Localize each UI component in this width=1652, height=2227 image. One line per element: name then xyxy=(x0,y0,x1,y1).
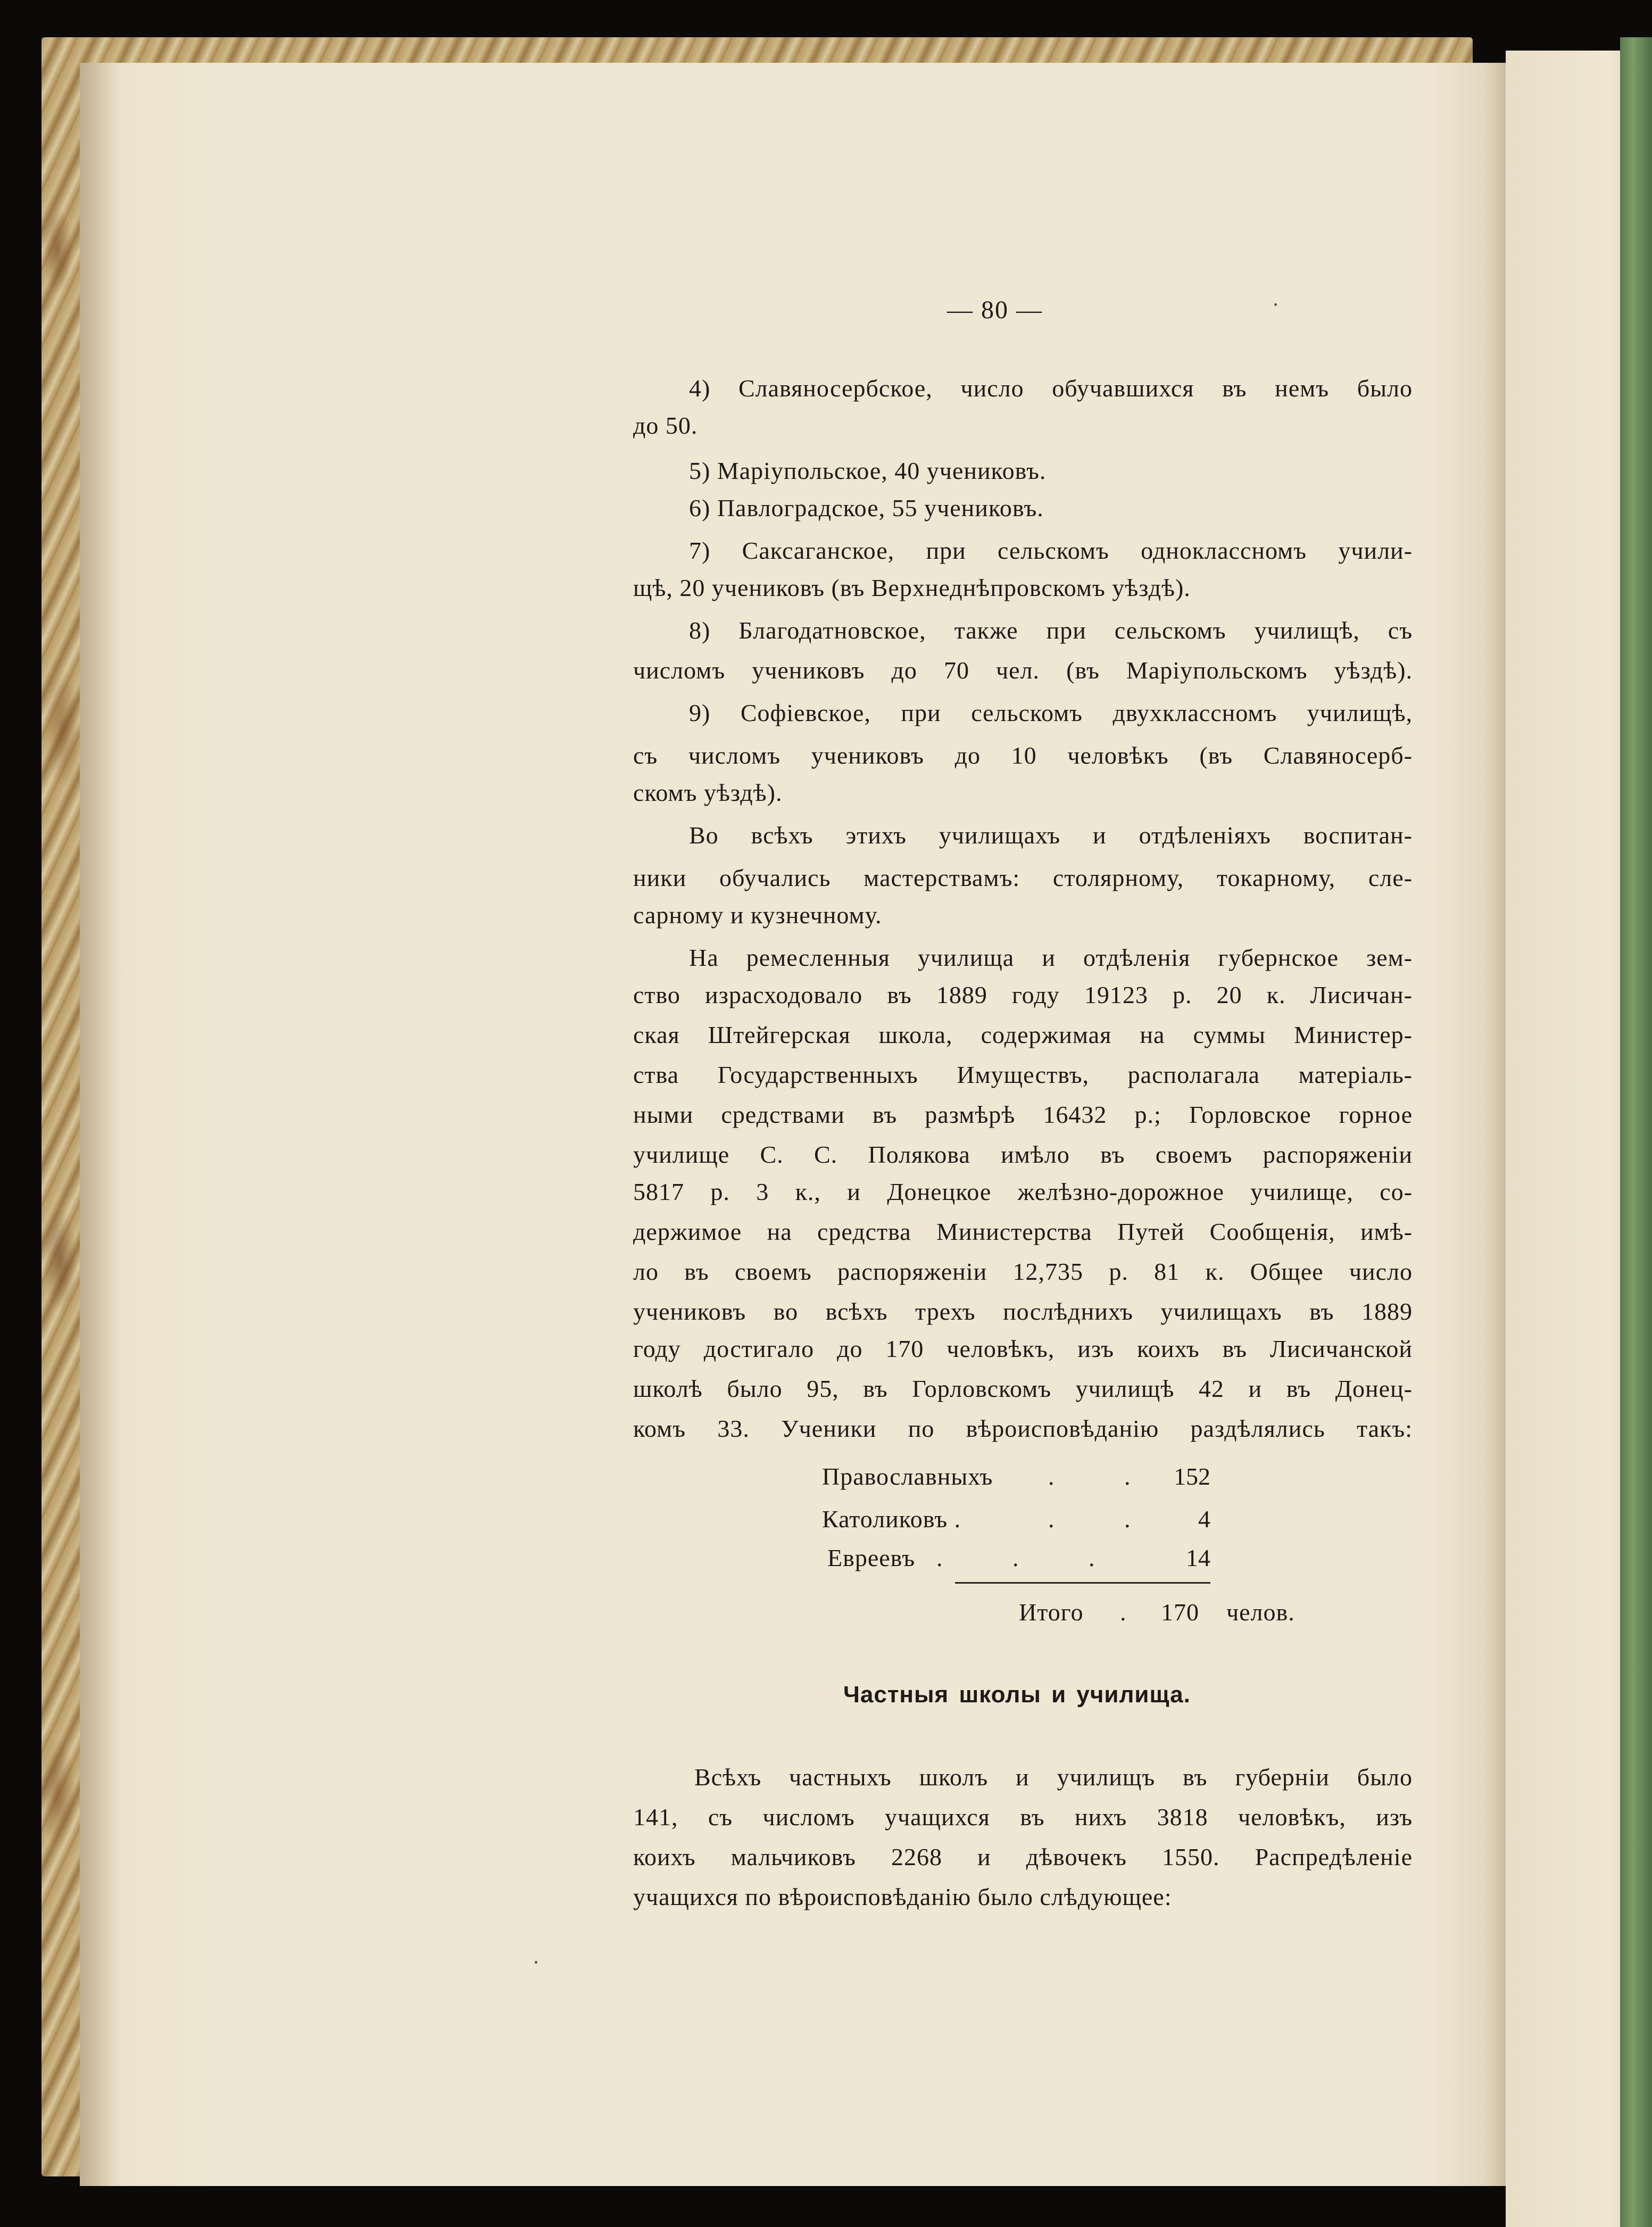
table-row-label: Православныхъ xyxy=(822,1463,993,1490)
text-line: 5) Маріупольское, 40 учениковъ. xyxy=(689,457,1047,484)
text-line: 6) Павлоградское, 55 учениковъ. xyxy=(689,494,1044,521)
text-line: съ числомъ учениковъ до 10 человѣкъ (въ Славяносерб- xyxy=(633,742,1413,769)
paper-speck xyxy=(535,1961,537,1964)
text-line: ными средствами въ размѣрѣ 16432 р.; Горловское горное xyxy=(633,1101,1413,1128)
text-line: училище С. С. Полякова имѣло въ своемъ распоряженіи xyxy=(633,1141,1413,1168)
section-heading: Частныя школы и училища. xyxy=(843,1682,1191,1708)
text-line: 7) Саксаганское, при сельскомъ одноклассномъ учили- xyxy=(689,537,1413,564)
paper-speck xyxy=(1274,303,1277,306)
page-number: — 80 — xyxy=(947,296,1043,324)
text-line: щѣ, 20 учениковъ (въ Верхнеднѣпровскомъ уѣздѣ). xyxy=(633,574,1191,601)
table-row-dots: . . xyxy=(1048,1505,1163,1533)
text-line: до 50. xyxy=(633,412,698,439)
text-line: коихъ мальчиковъ 2268 и дѣвочекъ 1550. Распредѣленіе xyxy=(633,1843,1413,1870)
table-total-value: 170 xyxy=(1161,1599,1199,1626)
text-line: учащихся по вѣроисповѣданію было слѣдующее: xyxy=(633,1883,1172,1910)
text-line: 4) Славяносербское, число обучавшихся въ немъ было xyxy=(689,375,1413,402)
table-row-value: 14 xyxy=(1186,1544,1210,1571)
table-row-dots: . . xyxy=(1048,1463,1163,1490)
table-row-label: Католиковъ . xyxy=(822,1505,961,1533)
text-line: На ремесленныя училища и отдѣленія губернское зем- xyxy=(689,944,1413,971)
total-rule xyxy=(955,1582,1210,1584)
text-line: ства Государственныхъ Имуществъ, располагала матеріаль- xyxy=(633,1061,1413,1088)
text-line: Во всѣхъ этихъ училищахъ и отдѣленіяхъ воспитан- xyxy=(689,822,1413,849)
text-line: скомъ уѣздѣ). xyxy=(633,779,783,806)
table-row-value: 152 xyxy=(1174,1463,1210,1490)
table-total-unit: челов. xyxy=(1226,1599,1295,1626)
text-line: Всѣхъ частныхъ школъ и училищъ въ губерніи было xyxy=(694,1764,1413,1791)
table-row-label: Евреевъ xyxy=(827,1544,916,1571)
text-line: году достигало до 170 человѣкъ, изъ коихъ въ Лисичанской xyxy=(633,1335,1413,1362)
text-line: учениковъ во всѣхъ трехъ послѣднихъ училищахъ въ 1889 xyxy=(633,1298,1413,1325)
text-line: сарному и кузнечному. xyxy=(633,901,882,929)
table-row-dots: . . . xyxy=(936,1544,1127,1571)
text-line: 8) Благодатновское, также при сельскомъ училищѣ, съ xyxy=(689,617,1413,644)
page-gutter-shadow xyxy=(80,63,122,2186)
text-line: 5817 р. 3 к., и Донецкое желѣзно-дорожное училище, со- xyxy=(633,1178,1413,1205)
text-line: школѣ было 95, въ Горловскомъ училищѣ 42 и въ Донец- xyxy=(633,1375,1413,1402)
table-total-dot: . xyxy=(1120,1599,1127,1626)
cloth-binding-edge xyxy=(1620,37,1652,2227)
text-line: ская Штейгерская школа, содержимая на суммы Министер- xyxy=(633,1021,1413,1048)
text-line: комъ 33. Ученики по вѣроисповѣданію раздѣлялись такъ: xyxy=(633,1415,1413,1442)
text-line: ники обучались мастерствамъ: столярному, токарному, сле- xyxy=(633,864,1413,891)
text-line: 9) Софіевское, при сельскомъ двухклассномъ училищѣ, xyxy=(689,699,1413,726)
text-line: числомъ учениковъ до 70 чел. (въ Маріупольскомъ уѣздѣ). xyxy=(633,657,1413,684)
text-line: 141, съ числомъ учащихся въ нихъ 3818 человѣкъ, изъ xyxy=(633,1803,1413,1831)
table-total-label: Итого xyxy=(1019,1599,1084,1626)
text-line: держимое на средства Министерства Путей Сообщенія, имѣ- xyxy=(633,1218,1413,1245)
text-line: ло въ своемъ распоряженіи 12,735 р. 81 к. Общее число xyxy=(633,1258,1413,1285)
table-row-value: 4 xyxy=(1198,1505,1210,1533)
text-line: ство израсходовало въ 1889 году 19123 р. 20 к. Лисичан- xyxy=(633,981,1413,1008)
